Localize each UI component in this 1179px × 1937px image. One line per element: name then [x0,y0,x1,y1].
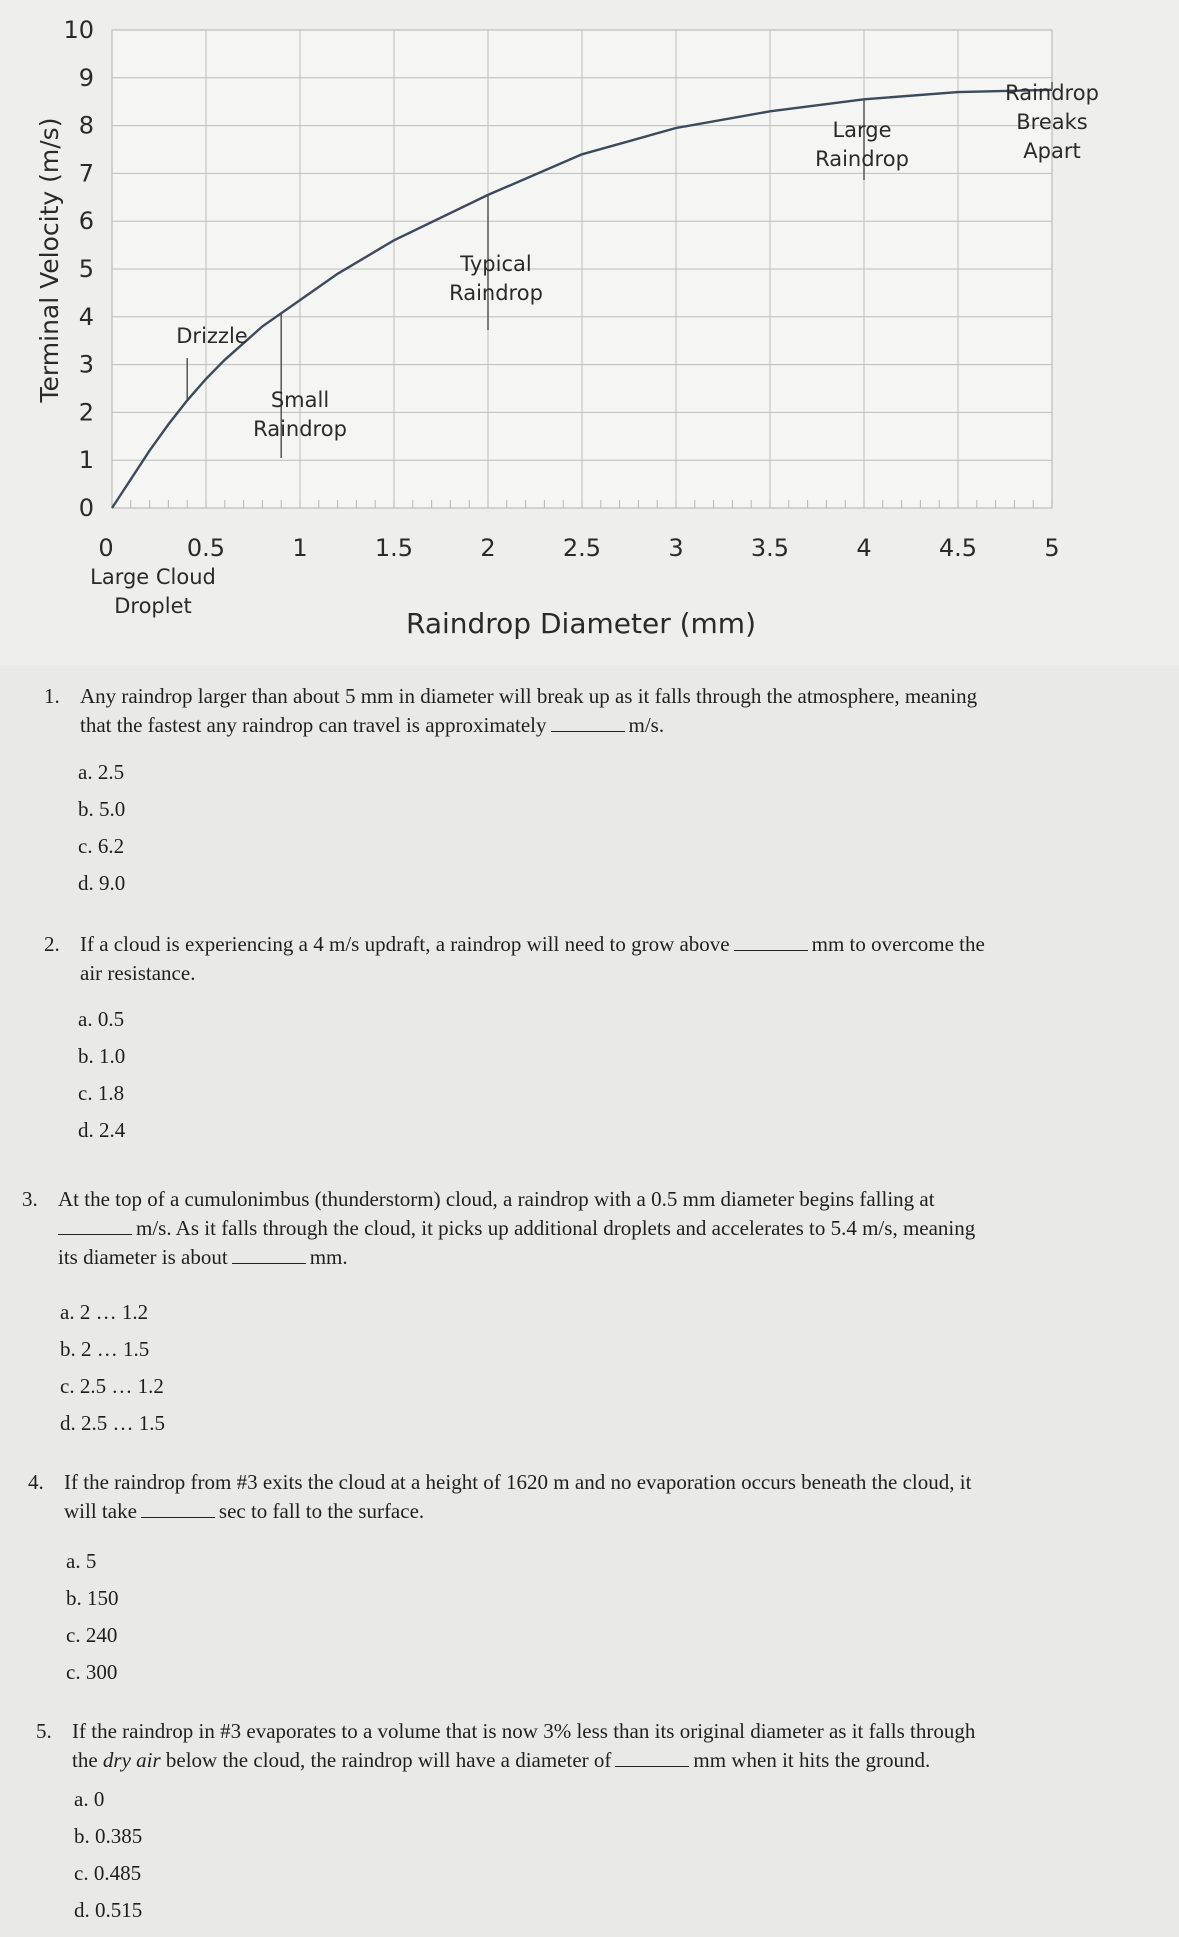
option-b[interactable]: b. 0.385 [74,1824,143,1848]
y-tick-label: 2 [78,398,94,427]
option-b[interactable]: b. 1.0 [78,1044,126,1068]
option-a[interactable]: a. 5 [66,1549,97,1573]
x-tick-label: 4 [856,534,872,562]
option-c[interactable]: c. 1.8 [78,1081,125,1105]
annotation-label-small-raindrop: Small [270,388,330,412]
y-tick-label: 5 [78,255,94,283]
question-text: mm to overcome the [811,932,985,956]
y-tick-label: 10 [63,16,94,44]
annotation-label-large-cloud-droplet: Droplet [114,594,192,618]
annotation-label-typical-raindrop: Typical [460,252,532,276]
annotation-label-raindrop-breaks-apart: Breaks [1016,110,1088,134]
question-text: its diameter is about [58,1245,228,1269]
question-number: 3. [22,1187,38,1211]
question-4-options [66,1543,119,1691]
x-tick-label: 3.5 [750,534,790,562]
option-d[interactable]: d. 0.515 [74,1898,143,1922]
terminal-velocity-chart [0,0,1179,665]
y-tick-label: 8 [78,111,94,140]
question-5-options [74,1781,142,1929]
question-text: sec to fall to the surface. [218,1499,425,1523]
y-tick-label: 1 [78,446,94,475]
x-axis-label: Raindrop Diameter (mm) [405,607,757,640]
y-tick-label: 3 [78,350,94,379]
y-tick-label: 7 [78,159,94,188]
annotation-label-large-raindrop: Large [832,118,892,142]
option-c[interactable]: c. 0.485 [74,1861,142,1885]
option-a[interactable]: a. 0 [74,1787,105,1811]
question-text: air resistance. [80,961,196,985]
annotation-label-large-cloud-droplet: Large Cloud [90,565,216,589]
y-tick-label: 0 [78,494,94,522]
answer-blank [551,713,625,732]
option-a[interactable]: a. 2 … 1.2 [60,1300,149,1324]
x-tick-label: 0 [98,534,114,562]
question-text: will take [64,1499,137,1523]
x-tick-label: 2 [480,534,496,562]
option-b[interactable]: b. 150 [66,1586,119,1610]
answer-blank [58,1216,132,1235]
option-a[interactable]: a. 2.5 [78,760,125,784]
annotation-label-raindrop-breaks-apart: Apart [1023,139,1081,163]
question-text: m/s. As it falls through the cloud, it picks up additional droplets and accelerates to 5.4 m/s, meaning [136,1216,976,1240]
annotation-label-raindrop-breaks-apart: Raindrop [1005,81,1099,105]
x-tick-label: 1.5 [374,534,414,562]
question-1-options [78,754,125,902]
question-number: 1. [44,684,60,708]
question-text: If a cloud is experiencing a 4 m/s updraft, a raindrop will need to grow above [80,932,730,956]
question-number: 2. [44,932,60,956]
x-tick-label: 2.5 [562,534,602,562]
option-d[interactable]: d. 9.0 [78,871,126,895]
x-tick-label: 3 [668,534,684,562]
chart-section [0,0,1179,665]
question-text: mm when it hits the ground. [693,1748,931,1772]
question-text: Any raindrop larger than about 5 mm in diameter will break up as it falls through the atmosphere, meaning [80,684,978,708]
y-tick-label: 4 [78,302,94,331]
annotation-label-small-raindrop: Raindrop [253,417,347,441]
question-text: mm. [309,1245,348,1269]
annotation-label-typical-raindrop: Raindrop [449,281,543,305]
option-c[interactable]: c. 240 [66,1623,118,1647]
question-text: m/s. [628,713,665,737]
annotation-label-large-raindrop: Raindrop [815,147,909,171]
question-3-options [60,1294,165,1442]
annotation-label-drizzle: Drizzle [176,324,248,348]
question-text: If the raindrop in #3 evaporates to a volume that is now 3% less than its original diameter as it falls through [72,1719,976,1743]
option-b[interactable]: b. 2 … 1.5 [60,1337,150,1361]
x-tick-label: 4.5 [938,534,978,562]
question-number: 5. [36,1719,52,1743]
y-tick-label: 9 [78,63,94,92]
question-text: the [72,1748,98,1772]
option-d[interactable]: d. 2.5 … 1.5 [60,1411,165,1435]
option-c[interactable]: c. 2.5 … 1.2 [60,1374,164,1398]
question-text: At the top of a cumulonimbus (thunderstorm) cloud, a raindrop with a 0.5 mm diameter begins falling at [58,1187,935,1211]
question-text: that the fastest any raindrop can travel is approximately [80,713,547,737]
x-tick-label: 0.5 [186,534,226,562]
y-tick-label: 6 [78,207,94,236]
y-axis-label: Terminal Velocity (m/s) [35,117,64,403]
question-text: If the raindrop from #3 exits the cloud at a height of 1620 m and no evaporation occurs beneath the cloud, it [64,1470,972,1494]
x-tick-label: 5 [1044,534,1060,562]
answer-blank [232,1245,306,1264]
option-c[interactable]: c. 6.2 [78,834,125,858]
x-tick-label: 1 [292,534,308,562]
question-number: 4. [28,1470,44,1494]
option-a[interactable]: a. 0.5 [78,1007,125,1031]
option-d[interactable]: d. 2.4 [78,1118,126,1142]
question-2-options [78,1001,125,1149]
answer-blank [615,1748,689,1767]
option-d[interactable]: c. 300 [66,1660,118,1684]
answer-blank [734,932,808,951]
question-text-italic: dry air [102,1748,161,1772]
option-b[interactable]: b. 5.0 [78,797,126,821]
question-text: below the cloud, the raindrop will have a diameter of [165,1748,612,1772]
answer-blank [141,1499,215,1518]
